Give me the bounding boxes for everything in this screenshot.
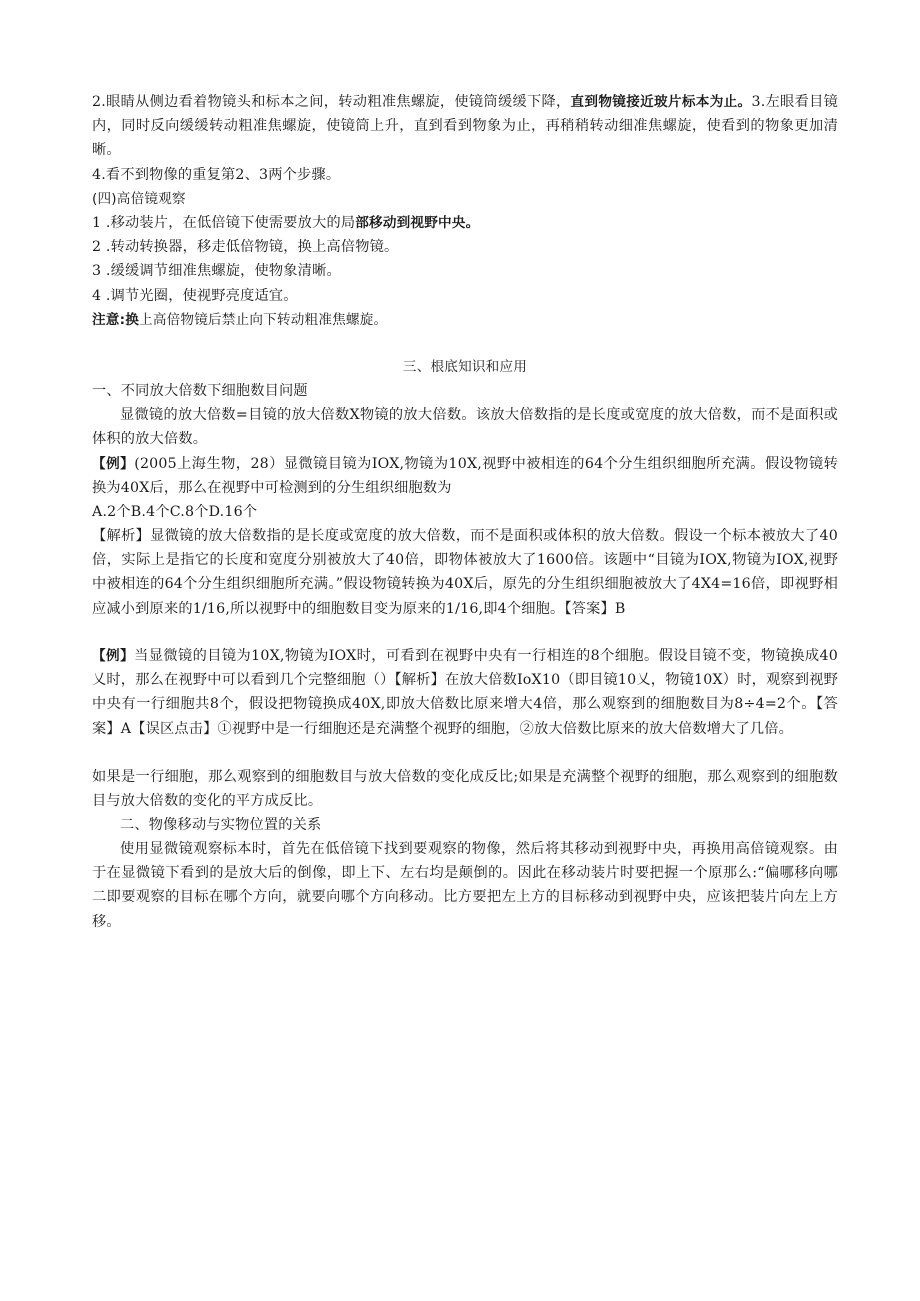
example-1 [92,452,838,500]
note-label: 注意:换 [92,312,140,328]
heading-high-power: (四)高倍镜观察 [92,191,186,207]
example-1-text: (2005上海生物，28）显微镜目镜为IOX,物镜为10X,视野中被相连的64个分生组织细胞所充满。假设物镜转换为40X后，那么在视野中可检测到的分生组织细胞数为 [92,456,838,497]
focus-step-text: 2.眼睛从侧边看着物镜头和标本之间，转动粗准焦螺旋，使镜筒缓缓下降， [92,94,571,110]
example-1-label: 【例】 [92,456,135,472]
paragraph-magnification: 显微镜的放大倍数=目镜的放大倍数X物镜的放大倍数。该放大倍数指的是长度或宽度的放大倍数，而不是面积或体积的放大倍数。 [92,407,838,448]
step-3: 3 .缓缓调节细准焦螺旋，使物象清晰。 [92,263,341,279]
note [92,308,838,332]
paragraph-repeat-steps: 4.看不到物像的重复第2、3两个步骤。 [92,167,341,183]
example-1-options: A.2个B.4个C.8个D.16个 [92,504,258,520]
example-2-label: 【例】 [92,648,135,664]
example-2-text: 当显微镜的目镜为10X,物镜为IOX时，可看到在视野中央有一行相连的8个细胞。假设目镜不变，物镜换成40乂时，那么在视野中可以看到几个完整细胞（）【解析】在放大倍数IoX10（即目镜10乂，物镜10X）时，观察到视野中央有一行细胞共8个，假设把物镜换成40X,即放大倍数比原来增大4倍，那么观察到的细胞数目为8÷4=2个。【答案】A【误区点击】①视野中是一行细胞还是充满整个视野的细胞，②放大倍数比原来的放大倍数增大了几倍。 [92,648,838,737]
step-1-bold: 部移动到视野中央。 [355,215,480,231]
focus-step-bold: 直到物镜接近玻片标本为止。 [570,94,752,110]
example-2 [92,644,838,741]
note-text: 上高倍物镜后禁止向下转动粗准焦螺旋。 [139,312,388,328]
paragraph-focus-steps [92,90,838,163]
step-1-text: 1 .移动装片，在低倍镜下使需要放大的局 [92,215,356,231]
section-heading-basics: 三、根底知识和应用 [402,359,528,375]
step-4: 4 .调节光圈，使视野亮度适宜。 [92,288,298,304]
paragraph-image-movement: 使用显微镜观察标本时，首先在低倍镜下找到要观察的物像，然后将其移动到视野中央，再换用高倍镜观察。由于在显微镜下看到的是放大后的倒像，即上下、左右均是颠倒的。因此在移动装片时要把握一个原那么:“偏哪移向哪二即要观察的目标在哪个方向，就要向哪个方向移动。比方要把左上方的目标移动到视野中央，应该把装片向左上方移。 [92,841,838,930]
step-2: 2 .转动转换器，移走低倍物镜，换上高倍物镜。 [92,239,399,255]
subheading-image-movement: 二、物像移动与实物位置的关系 [120,817,322,833]
paragraph-proportion: 如果是一行细胞，那么观察到的细胞数目与放大倍数的变化成反比;如果是充满整个视野的细胞，那么观察到的细胞数目与放大倍数的变化的平方成反比。 [92,769,838,810]
focus-step-rest: 3.左眼看目镜内，同时反向缓缓转动粗准焦螺旋，使镜筒上升，直到看到物象为止，再稍稍转动细准焦螺旋，使看到的物象更加清晰。 [92,94,838,159]
example-1-analysis: 【解析】显微镜的放大倍数指的是长度或宽度的放大倍数，而不是面积或体积的放大倍数。假设一个标本被放大了40倍，实际上是指它的长度和宽度分别被放大了40倍，即物体被放大了1600倍。该题中“目镜为IOX,物镜为IOX,视野中被相连的64个分生组织细胞所充满。”假设物镜转换为40X后，原先的分生组织细胞被放大了4X4=16倍，即视野相应减小到原来的1/16,所以视野中的细胞数目变为原来的1/16,即4个细胞。【答案】B [92,528,838,617]
subheading-cell-count: 一、不同放大倍数下细胞数目问题 [92,383,308,399]
step-1 [92,211,838,235]
